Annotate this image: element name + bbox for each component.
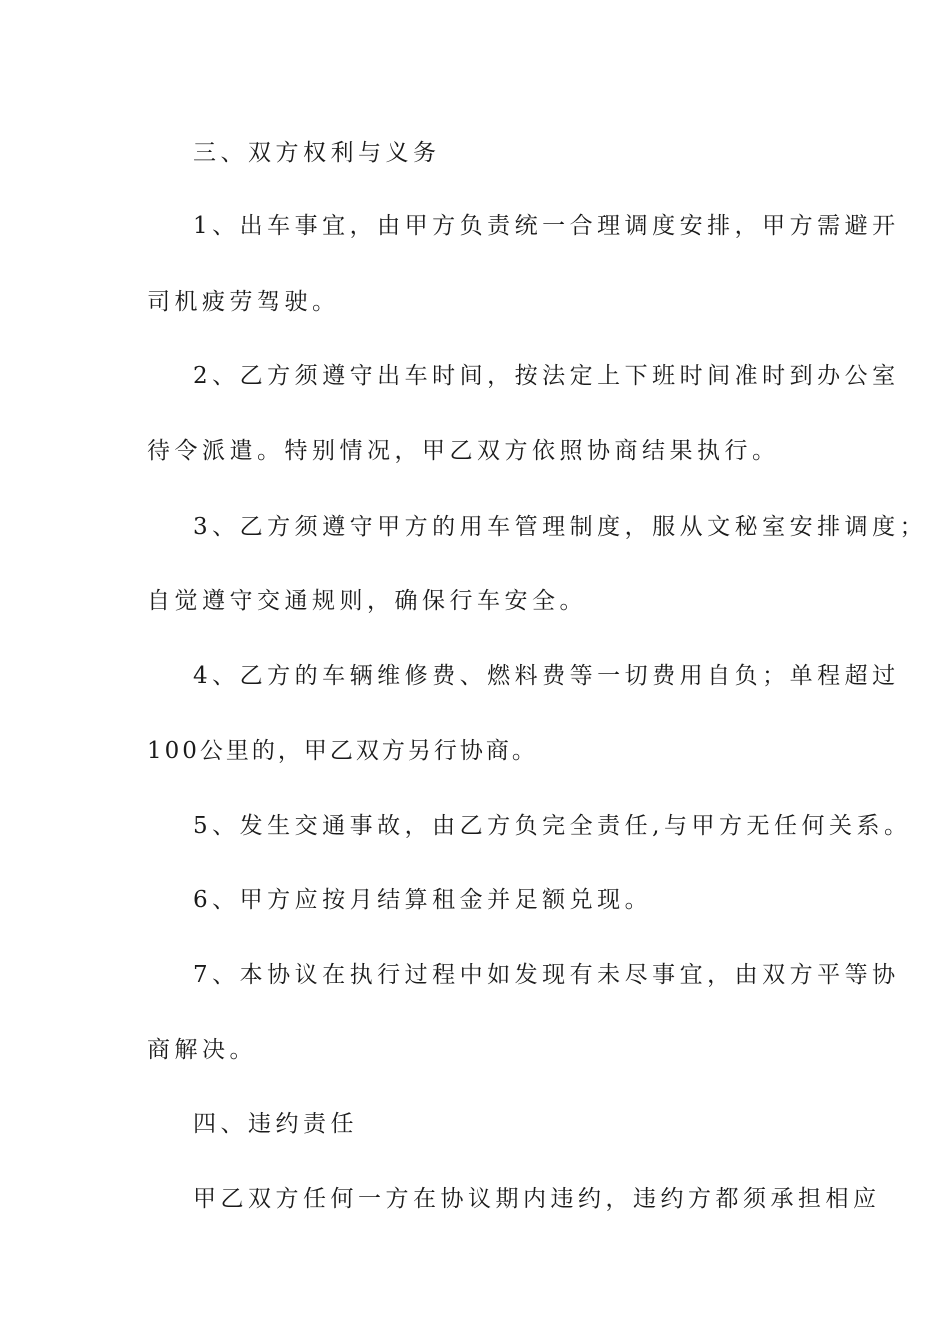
breach-paragraph-line-1: 甲乙双方任何一方在协议期内违约，违约方都须承担相应 xyxy=(193,1186,881,1212)
clause-2-line-2: 待令派遣。特别情况，甲乙双方依照协商结果执行。 xyxy=(147,438,780,464)
clause-6: 6、甲方应按月结算租金并足额兑现。 xyxy=(193,887,653,913)
clause-3-line-1: 3、乙方须遵守甲方的用车管理制度，服从文秘室安排调度； xyxy=(193,514,928,540)
section-heading-rights-obligations: 三、双方权利与义务 xyxy=(193,140,441,166)
clause-4-line-2: 100公里的，甲乙双方另行协商。 xyxy=(147,738,538,764)
section-heading-breach-liability: 四、违约责任 xyxy=(193,1111,358,1137)
clause-1-line-2: 司机疲劳驾驶。 xyxy=(147,289,340,315)
clause-3-line-2: 自觉遵守交通规则，确保行车安全。 xyxy=(147,588,587,614)
clause-5: 5、发生交通事故，由乙方负完全责任,与甲方无任何关系。 xyxy=(193,813,912,839)
clause-2-line-1: 2、乙方须遵守出车时间，按法定上下班时间准时到办公室 xyxy=(193,363,900,389)
clause-7-line-1: 7、本协议在执行过程中如发现有未尽事宜，由双方平等协 xyxy=(193,962,900,988)
clause-4-line-1: 4、乙方的车辆维修费、燃料费等一切费用自负；单程超过 xyxy=(193,663,900,689)
clause-1-line-1: 1、出车事宜，由甲方负责统一合理调度安排，甲方需避开 xyxy=(193,213,900,239)
clause-7-line-2: 商解决。 xyxy=(147,1037,257,1063)
